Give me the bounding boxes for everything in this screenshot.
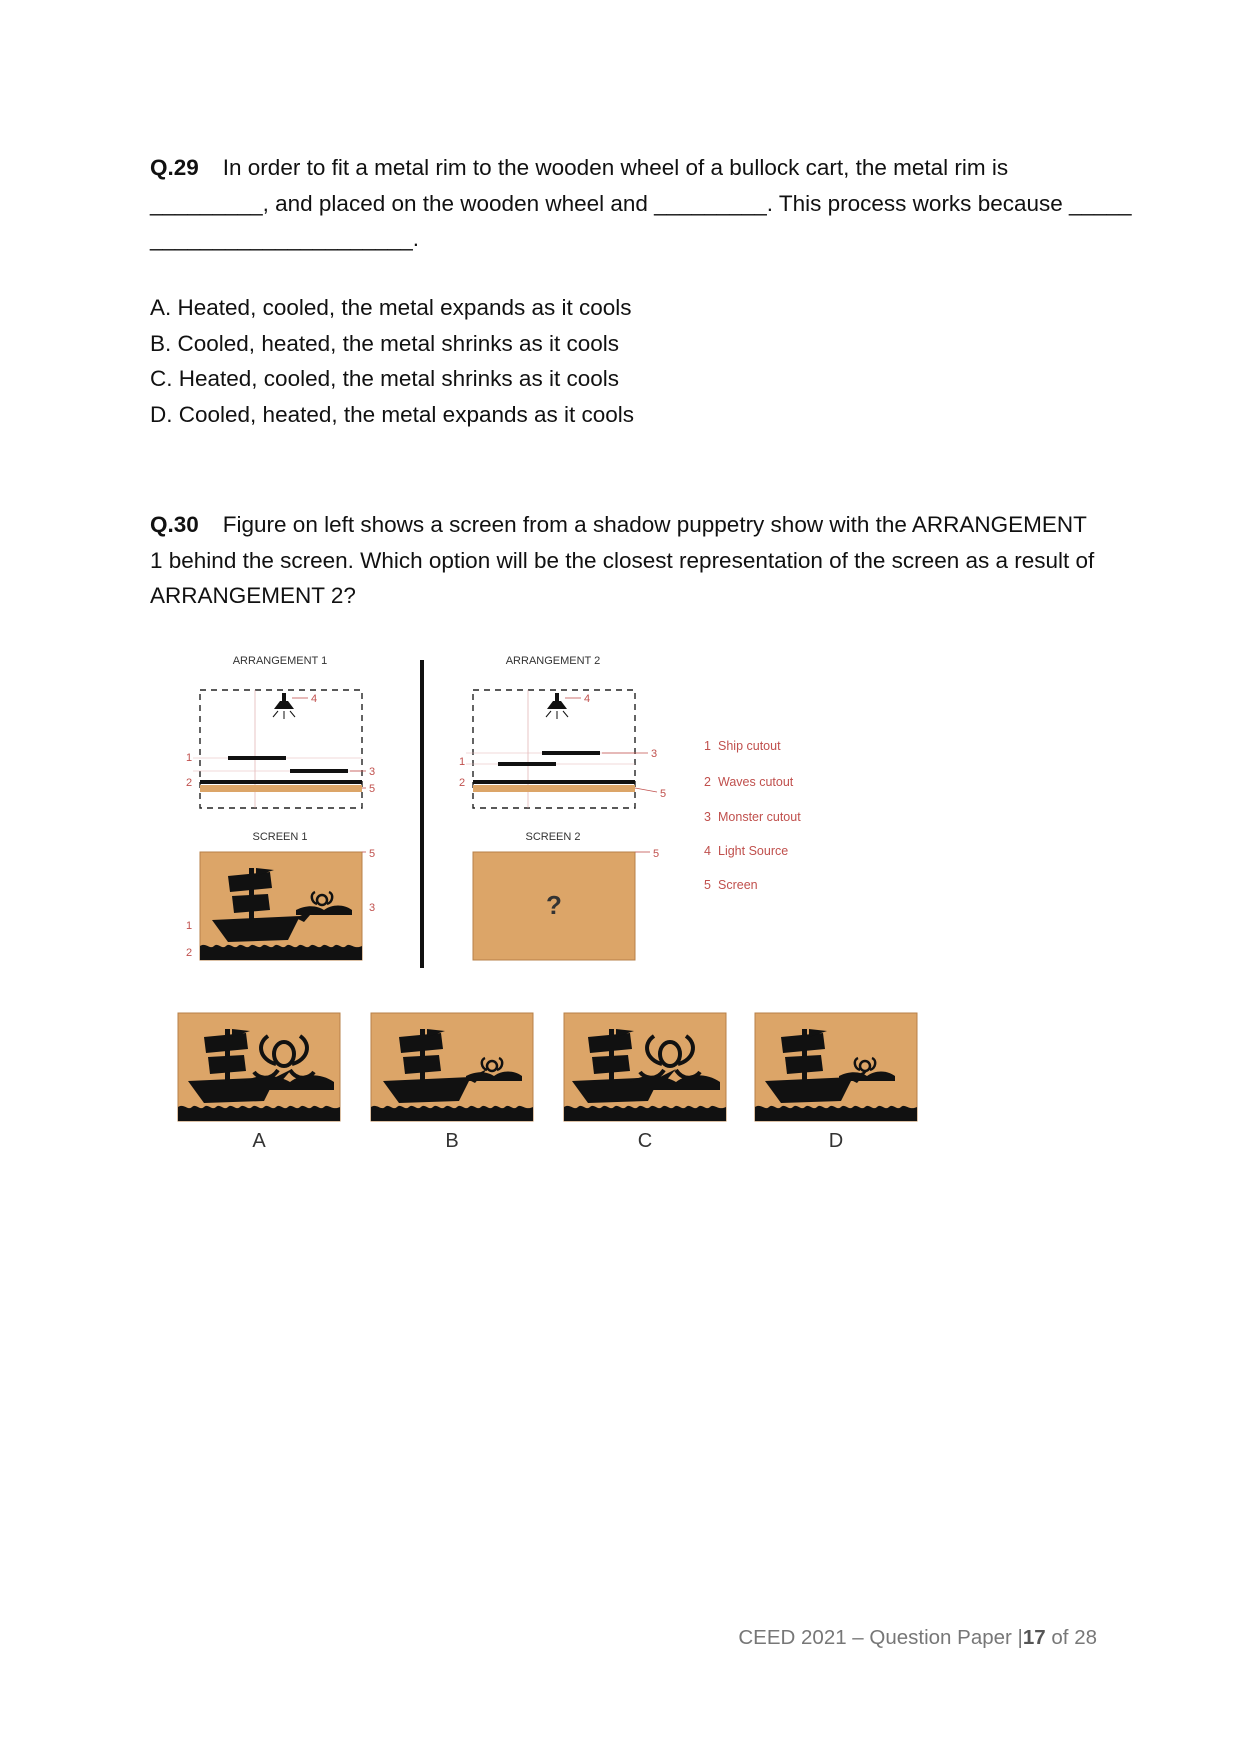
legend-num-1: 1 — [704, 739, 711, 753]
q29-line1: In order to fit a metal rim to the wooden wheel of a bullock cart, the metal rim is — [222, 155, 1009, 180]
q30-number: Q.30 — [150, 512, 199, 537]
arrangement-1-title: ARRANGEMENT 1 — [232, 655, 328, 667]
a1-label-5: 5 — [369, 783, 376, 795]
footer-suffix: of 28 — [1045, 1626, 1097, 1649]
s1-label-5: 5 — [369, 848, 376, 860]
legend-monster: Monster cutout — [718, 810, 801, 824]
q29-option-c: C. Heated, cooled, the metal shrinks as it cools — [150, 366, 619, 391]
light-source-icon-2 — [546, 693, 568, 719]
screen-1 — [186, 831, 375, 960]
a1-label-2: 2 — [186, 777, 193, 789]
figure-divider — [420, 660, 424, 968]
option-d[interactable] — [755, 1013, 917, 1152]
light-source-icon — [273, 693, 295, 719]
screen-1-title: SCREEN 1 — [252, 831, 308, 843]
shadow-puppetry-figure — [170, 640, 950, 1170]
legend-num-5: 5 — [704, 878, 711, 892]
legend-num-4: 4 — [704, 844, 711, 858]
option-c[interactable] — [564, 1013, 726, 1152]
legend-screen: Screen — [718, 878, 758, 892]
arrangement-2 — [459, 655, 666, 808]
a1-label-3: 3 — [369, 766, 376, 778]
a2-label-5: 5 — [660, 788, 667, 800]
screen-2-question-mark: ? — [546, 890, 562, 920]
page-footer — [738, 1626, 1097, 1650]
a1-label-1: 1 — [186, 752, 193, 764]
q29-line3: _____________________. — [150, 226, 420, 251]
s1-label-3: 3 — [369, 902, 376, 914]
option-c-label: C — [637, 1130, 653, 1152]
s1-label-2: 2 — [186, 947, 193, 959]
footer-prefix: CEED 2021 – Question Paper | — [738, 1626, 1023, 1649]
option-b[interactable] — [371, 1013, 533, 1152]
footer-page-number: 17 — [1022, 1626, 1046, 1649]
q29-line2: _________, and placed on the wooden wheel and _________. This process works because _____ — [150, 190, 1132, 216]
q29-option-d: D. Cooled, heated, the metal expands as it cools — [150, 401, 635, 427]
q29-options — [150, 290, 634, 432]
q29-option-b: B. Cooled, heated, the metal shrinks as it cools — [150, 330, 619, 356]
q29-number: Q.29 — [150, 155, 199, 180]
a2-label-3: 3 — [651, 748, 658, 760]
legend-light: Light Source — [718, 844, 789, 858]
a1-label-4: 4 — [311, 693, 318, 705]
legend-num-2: 2 — [704, 775, 711, 789]
q29-block — [150, 150, 1132, 257]
screen-2 — [473, 831, 659, 960]
legend — [704, 739, 801, 892]
legend-waves: Waves cutout — [718, 775, 794, 789]
option-d-label: D — [828, 1130, 844, 1152]
arrangement-1 — [186, 655, 375, 808]
option-a[interactable] — [178, 1013, 340, 1152]
s1-label-1: 1 — [186, 920, 193, 932]
option-b-label: B — [445, 1130, 459, 1152]
legend-ship: Ship cutout — [718, 739, 781, 753]
q30-text: Figure on left shows a screen from a shadow puppetry show with the ARRANGEMENT 1 behind the screen. Which option will be the closest representation of the screen as a result of ARRANGEMENT 2? — [150, 512, 1095, 608]
a2-label-4: 4 — [584, 693, 591, 705]
a2-label-2: 2 — [459, 777, 466, 789]
q30-block — [150, 507, 1095, 614]
s2-label-5: 5 — [653, 848, 660, 860]
legend-num-3: 3 — [704, 810, 711, 824]
screen-2-title: SCREEN 2 — [525, 831, 581, 843]
arrangement-2-title: ARRANGEMENT 2 — [505, 655, 601, 667]
a2-label-1: 1 — [459, 756, 466, 768]
q29-option-a: A. Heated, cooled, the metal expands as it cools — [150, 295, 632, 320]
option-a-label: A — [252, 1130, 266, 1152]
